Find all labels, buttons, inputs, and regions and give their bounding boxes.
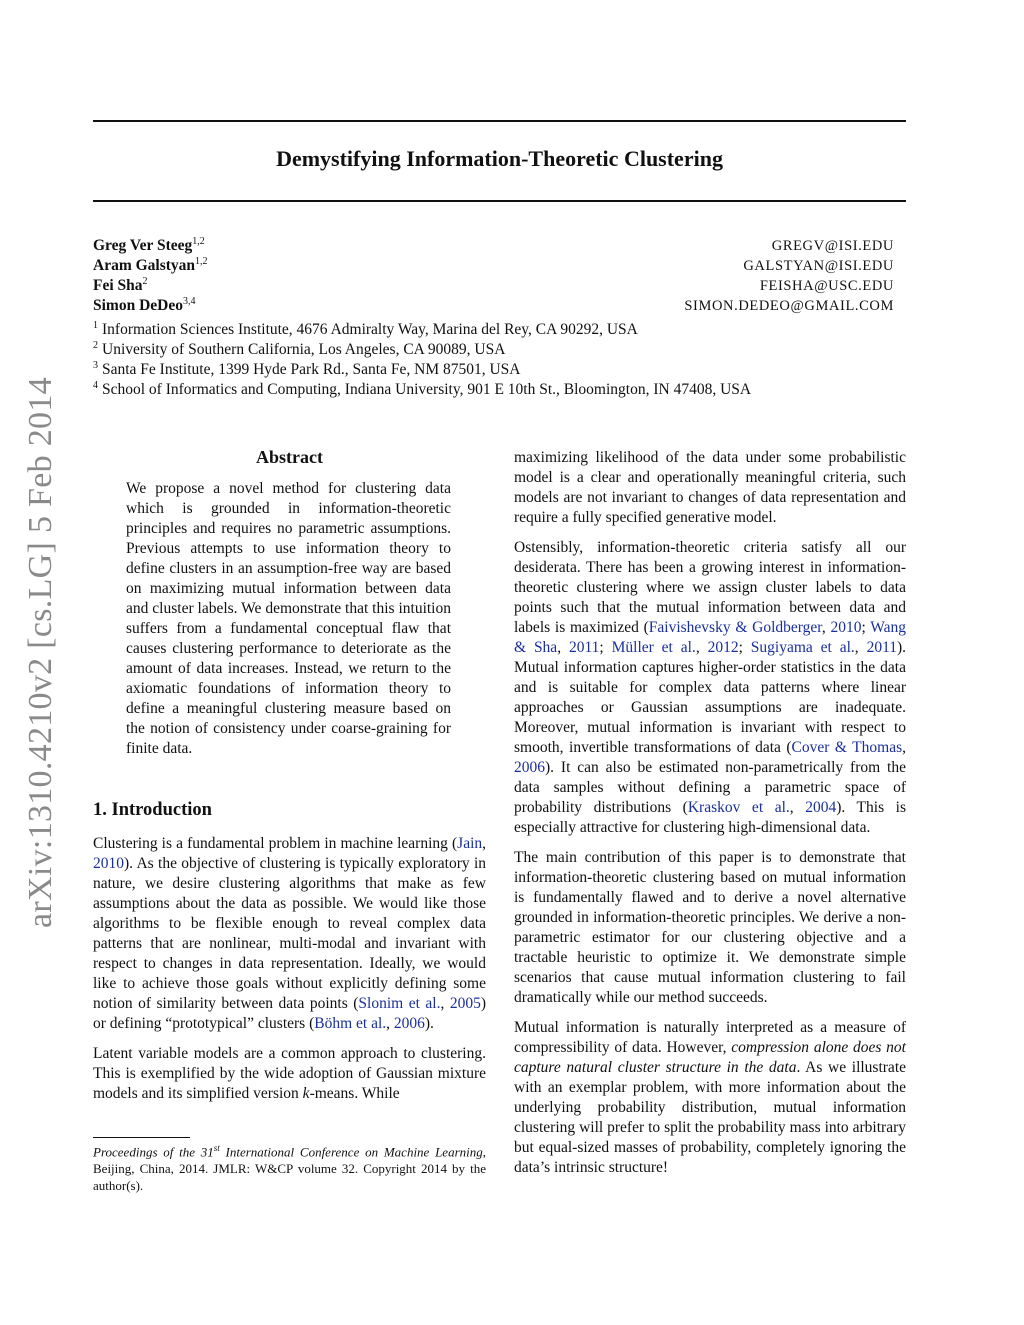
author-row [93,236,894,256]
paragraph: Ostensibly, information-theoretic criteria satisfy all our desiderata. There has been a growing interest in information-theoretic clustering where we assign cluster labels to data points such that the mutual information between data and labels is maximized (Faivishevsky & Goldberger, 2010; Wang & Sha, 2011; Müller et al., 2012; Sugiyama et al., 2011). Mutual information captures higher-order statistics in the data and is suitable for complex data patterns where linear approaches or Gaussian assumptions are inadequate. Moreover, mutual information is invariant with respect to smooth, invertible transformations of data (Cover & Thomas, 2006). It can also be estimated non-parametrically from the data samples without defining a parametric space of probability distributions (Kraskov et al., 2004). This is especially attractive for clustering high-dimensional data. [514,539,907,836]
citation-link[interactable]: Jain [457,835,483,852]
top-rule [93,120,906,122]
citation-link[interactable]: Böhm et al. [314,1015,387,1032]
affiliation: $^4$ School of Informatics and Computing, Indiana University, 901 E 10th St., Bloomington, IN 47408, USA [93,380,752,399]
citation-link[interactable]: Sugiyama et al. [750,639,855,656]
author-row [93,296,894,316]
abstract-heading: Abstract [256,447,323,467]
citation-link[interactable]: Wang & Sha [514,619,906,656]
author-name: Fei Sha$^2$ [93,276,148,295]
citation-link[interactable]: 2010 [830,619,862,636]
abstract-body: We propose a novel method for clustering data which is grounded in information-theoretic principles and requires no parametric assumptions. Previous attempts to use information theory to define clusters in an assumption-free way are based on maximizing mutual information between data and cluster labels. We demonstrate that this intuition suffers from a fundamental conceptual flaw that causes clustering performance to deteriorate as the amount of data increases. Instead, we return to the axiomatic foundations of information theory to define a meaningful clustering measure based on the notion of consistency under coarse-graining for finite data. [126,480,451,757]
paragraph: The main contribution of this paper is to demonstrate that information-theoretic clustering based on mutual information is fundamentally flawed and to derive a novel alternative grounded in information-theoretic principles. We derive a non-parametric estimator for our clustering objective and a tractable heuristic to optimize it. We demonstrate simple scenarios that cause mutual information clustering to fail dramatically while our method succeeds. [514,849,906,1006]
affiliation: $^1$ Information Sciences Institute, 4676 Admiralty Way, Marina del Rey, CA 90292, USA [93,320,638,339]
citation-link[interactable]: 2010 [93,855,124,872]
citation-link[interactable]: 2012 [707,639,739,656]
right-column-text [514,448,906,1188]
paragraph: Latent variable models are a common approach to clustering. This is exemplified by the wide adoption of Gaussian mixture models and its simplified version k-means. While [93,1045,486,1102]
paragraph: Clustering is a fundamental problem in machine learning (Jain, 2010). As the objective of clustering is typically exploratory in nature, we desire clustering algorithms that make as few assumptions about the data as possible. We would like those algorithms to be flexible enough to reveal complex data patterns that are nonlinear, multi-modal and invariant with respect to changes in data representation. Ideally, we would like to achieve those goals without explicitly defining some notion of similarity between data points (Slonim et al., 2005) or defining “prototypical” clusters (Böhm et al., 2006). [93,835,486,1032]
affiliation: $^3$ Santa Fe Institute, 1399 Hyde Park Rd., Santa Fe, NM 87501, USA [93,360,521,379]
citation-link[interactable]: Faivishevsky & Goldberger [648,619,822,636]
author-email[interactable]: SIMON.DEDEO@GMAIL.COM [684,298,894,315]
title-bottom-rule [93,200,906,202]
section-heading-introduction: 1. Introduction [93,800,212,820]
citation-link[interactable]: Cover & Thomas [791,739,903,756]
paragraph: Mutual information is naturally interpreted as a measure of compressibility of data. However, compression alone does not capture natural cluster structure in the data. As we illustrate with an exemplar problem, with more information about the underlying probability distribution, mutual information clustering will prefer to split the probability mass into arbitrary but equal-sized masses of probability, completely ignoring the data’s intrinsic structure! [514,1019,907,1176]
citation-link[interactable]: Müller et al. [611,639,696,656]
author-email[interactable]: GREGV@ISI.EDU [771,238,894,255]
left-column-text [93,834,486,1114]
citation-link[interactable]: 2011 [866,639,897,656]
author-name: Simon DeDeo$^{3,4}$ [93,296,196,315]
author-row [93,256,894,276]
affiliation: $^2$ University of Southern California, Los Angeles, CA 90089, USA [93,340,506,359]
paragraph: maximizing likelihood of the data under some probabilistic model is a clear and operationally meaningful criteria, such models are not invariant to changes of data representation and require a fully specified generative model. [514,449,906,526]
author-email[interactable]: FEISHA@USC.EDU [759,278,894,295]
citation-link[interactable]: 2005 [449,995,481,1012]
citation-link[interactable]: 2006 [393,1015,425,1032]
arxiv-stamp: arXiv:1310.4210v2 [cs.LG] 5 Feb 2014 [22,377,59,928]
author-name: Aram Galstyan$^{1,2}$ [93,256,208,275]
citation-link[interactable]: 2004 [805,799,837,816]
citation-link[interactable]: Kraskov et al. [687,799,790,816]
author-email[interactable]: GALSTYAN@ISI.EDU [743,258,894,275]
author-name: Greg Ver Steeg$^{1,2}$ [93,236,205,255]
author-row [93,276,894,296]
footnote-rule [93,1137,190,1138]
paper-title: Demystifying Information-Theoretic Clustering [276,146,723,171]
citation-link[interactable]: Slonim et al. [358,995,441,1012]
citation-link[interactable]: 2011 [568,639,600,656]
footnote: Proceedings of the 31st International Conference on Machine Learning, Beijing, China, 2014. JMLR: W&CP volume 32. Copyright 2014 by the author(s). [93,1143,486,1194]
citation-link[interactable]: 2006 [514,759,545,776]
